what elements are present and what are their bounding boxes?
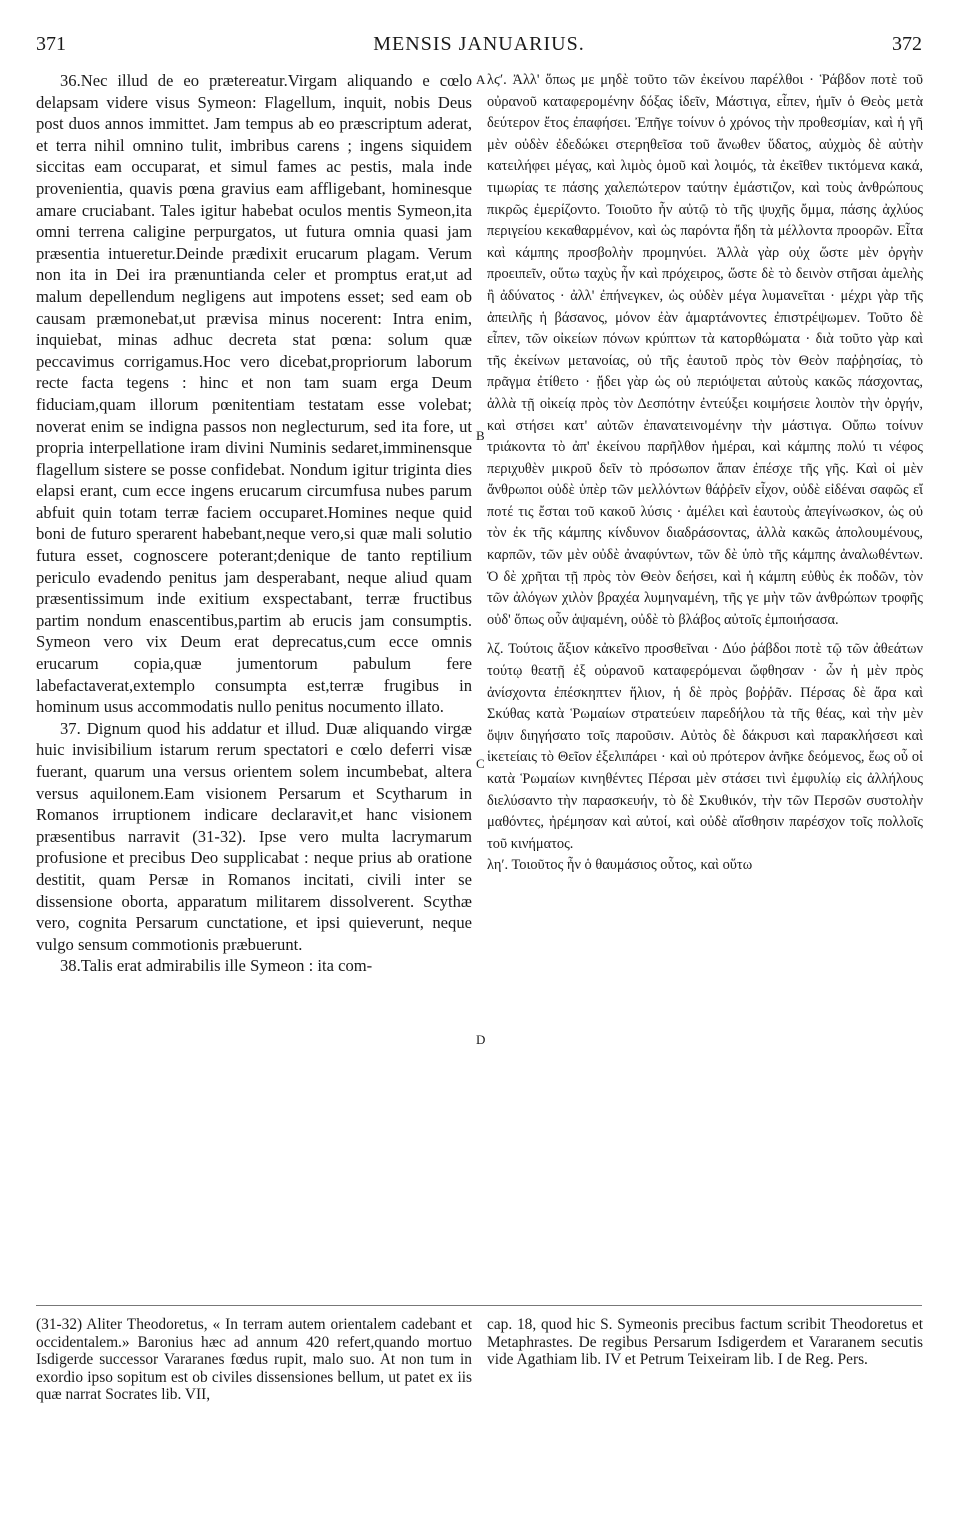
page-number-left: 371 — [36, 33, 66, 55]
greek-paragraph-36: λϛʹ. Ἀλλ' ὅπως με μηδὲ τοῦτο τῶν ἐκείνου παρέλθοι · Ῥάβδον ποτὲ τοῦ οὐρανοῦ καταφερομένην δόξας ἰδεῖν, Μάστιγα, εἶπεν, ἡμῖν ὁ Θεὸς μετὰ δεύτερον ἔτος ἐπαφήσει. Ἐπῆγε τοίνυν ὁ χρόνος τὴν προθεσμίαν, καὶ ἡ γῆ μὲν οὐδὲν ἐδεδώκει στερηθεῖσα τοῦ ἄνωθεν ὕδατος, αὐχμὸς δὲ αὐτὴν κατειλήφει μέγας, καὶ λιμὸς ὁμοῦ καὶ λοιμός, τὰ ἐκεῖθεν τικτόμενα κακά, τιμωρίας τε πάσης χαλεπώτερον ταύτην ἐμάστιζον, καὶ τοὺς ἀνθρώπους πικρῶς ἐμερίζοντο. Τοιοῦτο ἦν αὐτῷ τὸ τῆς ψυχῆς ὄμμα, πάσης ἀχλύος περιγείου κεκαθαρμένον, καὶ ὡς παρόντα ἤδη τὰ μέλλοντα προορῶν. Εἶτα καὶ κάμπης προσβολὴν προμηνύει. Ἀλλὰ γὰρ οὐχ ὥστε μὲν ὀργὴν προειπεῖν, οὕτω ταχὺς ἦν καὶ πρόχειρος, ὥστε δὲ τὸ δεινὸν στῆσαι ἀμελὴς ἢ ἀδύνατος · ἀλλ' ἐπήνεγκεν, ὡς οὐδὲν μέγα λυμανεῖται · μέχρι γὰρ τῆς ἀπειλῆς ἡ βάσανος, μόνον ἐὰν ἁμαρτάνοντες ἐπιστρέψωμεν. Τοῦτο δὲ εἶπεν, τῶν οἰκείων πόνων κρύπτων τὰ κατορθώματα · διὰ τοῦτο γὰρ καὶ τῆς ἐκείνων μετανοίας, οὐ τῆς ἑαυτοῦ πρὸς τὸν Θεὸν παῤῥησίας, τὸ πρᾶγμα ἐτίθετο · ᾔδει γὰρ ὡς οὐ περιόψεται αὐτοὺς κακῶς πάσχοντας, ἀλλὰ τῇ οἰκείᾳ πρὸς τὸν Δεσπότην ἐντεύξει κοιμήσειε λοιπὸν τὴν ὀργήν, καὶ στήσει κατ' αὐτῶν ἐπανατεινομένην τὴν μάστιγα. Οὔπω τοίνυν τριάκοντα τὸ ἀπ' ἐκείνου παρῆλθον ἡμέραι, καὶ κάμπης πολύ τι νέφος περιχυθὲν μικροῦ δεῖν τὸ πρόσωπον ἅπαν ἐπέσχε τῆς γῆς. Καὶ οἱ μὲν ἄνθρωποι οὐδὲ ὑπὲρ τῶν μελλόντων θάῤῥεῖν εἶχον, οὐδὲ εἰδέναι σαφῶς εἴ ποτέ τις ἔσται τοῦ κακοῦ λύσις · ἀμέλει καὶ ἑαυτοὺς ἀπεγίνωσκον, ὡς οὐ τὸν ἐκ τῆς κάμπης κίνδυνον διαδράσοντας, ἀλλὰ κακῶς ἀπολουμένους, καρπῶν, τῶν μὲν οὐδὲ ἀναφύντων, τῶν δὲ ὑπὸ τῆς κάμπης ἀναλωθέντων. Ὁ δὲ χρῆται τῇ πρὸς τὸν Θεὸν δεήσει, καὶ ἡ κάμπη εὐθὺς ἐκ ποδῶν, τὸν τῶν ἀλόγων χιλὸν βραχέα λυμηναμένη, τῆς γε μὴν τῶν ἀνθρώπων τροφῆς οὐδ' ὅπως οὖν ἁψαμένη, οὐδὲ τὸ βλάβος αὐτοῖς ἐμποιήσασα. — [487, 72, 923, 628]
greek-column — [487, 70, 923, 877]
running-title: MENSIS JANUARIUS. — [373, 33, 585, 55]
footnote-divider — [36, 1305, 922, 1306]
margin-letter-c: C — [476, 756, 485, 771]
margin-letter-d: D — [476, 1032, 486, 1047]
footnote-text-left: (31-32) Aliter Theodoretus, « In terram autem orientalem cadebant et occidentalem.» Baronius hæc ad annum 420 refert,quando mortuo Isdigerde successor Vararanes fœdus rupit, malo suo. At non tum in exordio ipso sopitum est ob civiles dissensiones bellum, ut patet ex iis quæ narrat Socrates lib. VII, — [36, 1316, 472, 1404]
page-number-right: 372 — [892, 33, 922, 55]
margin-letter-b: B — [476, 428, 485, 443]
greek-paragraph-38: ληʹ. Τοιοῦτος ἦν ὁ θαυμάσιος οὗτος, καὶ οὕτω — [487, 857, 753, 874]
latin-paragraph-37: 37. Dignum quod his addatur et illud. Duæ aliquando virgæ huic invisibilium istarum rerum spectatori e cœlo deferri visæ fuerant, quarum una versus orientem solem incumbebat, altera versus aquilonem.Eam visionem Persarum et Scytharum in Romanos irruptionem indicare declaravit,et hanc visionem præsentibus narravit (31-32). Ipse vero multa lacrymarum profusione et precibus Deo supplicabat : neque prius ab oratione destitit, quam Persæ in Romanos incitati, civili inter se dissensione oborta, apparatum militarem dissolverent. Scythæ vero, cognita Persarum cunctatione, et ipsi quieverunt, neque vulgo sensum commotionis præbuerunt. — [36, 718, 472, 954]
greek-paragraph-37: λζ. Τούτοις ἄξιον κἀκεῖνο προσθεῖναι · Δύο ῥάβδοι ποτὲ τῷ τῶν ἀθεάτων τούτῳ θεατῇ ἐξ οὐρανοῦ καταφερόμεναι ὤφθησαν · ὧν ἡ μὲν πρὸς ἀνίσχοντα ἐπέσκηπτεν ἥλιον, ἡ δὲ πρὸς βοῤῥᾶν. Πέρσας δὲ ἄρα καὶ Σκύθας κατὰ Ῥωμαίων στρατεύειν παρεδήλου τὰ τῆς θέας, καὶ τὴν μὲν ὄψιν διηγήσατο τοῖς παροῦσιν. Αὐτὸς δὲ δάκρυσι καὶ παρακλήσεσι καὶ ἱκετείαις τὸ Θεῖον ἐξελιπάρει · καὶ οὐ πρότερον ἀνῆκε δεόμενος, ἕως οὗ οἱ κατὰ Ῥωμαίων κινηθέντες Πέρσαι μὲν στάσει τινὶ ἐμφυλίῳ εἰς ἀλλήλους διελύσαντο τὴν παρασκευήν, τὸ δὲ Σκυθικόν, τὴν τῶν Περσῶν συστολὴν μαθόντες, ἠρέμησαν καὶ αὐτοί, καὶ οὐδὲ αἴσθησιν παρέσχον τοῖς πολλοῖς τοῦ κινήματος. — [487, 641, 923, 852]
footnote-right — [487, 1316, 923, 1369]
latin-column — [36, 70, 472, 977]
margin-letter-a: A — [476, 72, 486, 87]
page-header — [0, 33, 958, 57]
footnote-left — [36, 1316, 472, 1404]
latin-paragraph-38: 38.Talis erat admirabilis ille Symeon : ita com- — [60, 956, 373, 976]
latin-paragraph-36: 36.Nec illud de eo prætereatur.Virgam aliquando e cœlo delapsam videre visus Symeon: Flagellum, inquit, nobis Deus post duos annos immittet. Jam tempus ab eo præscriptum aderat, et terra nihil omnino tulit, imbribus carens ; ingens siquidem siccitas eam occuparat, et simul fames ac pestis, mala inde provenientia, quavis pœna gravius eam affligebant, hominesque amare cruciabant. Tales igitur habebat oculos mentis Symeon,ita omni terrena caligine perpurgatos, ut futura omnia quasi jam præsentia intueretur.Deinde prædixit erucarum plagam. Verum non ita in Dei ira prænuntianda celer et promptus erat,ut ad malum depellendum negligens aut impotens esset; sed eam ob causam præmonebat,ut prævisa minus nocerent: Intra enim, inquiebat, minas adhuc decreta stat pœna: solum quæ peccavimus corrigamus.Hoc vero dicebat,propriorum laborum recte facta tegens : hinc et non tam suam erga Deum fiduciam,quam illorum pœnitentiam testatam esse volebat; noverat enim se indigna passos non neglecturum, sed ita fore, ut propria interpellatione iram divini Numinis sedaret,imminensque flagellum sistere se posse confidebat. Nondum igitur triginta dies elapsi erant, cum ecce ingens erucarum circumfusa nubes parum abfuit quin totam terræ faciem occuparet.Homines neque quid boni de futuro sperarent habebant,neque vero,si quæ mali solutio futura esset, cognoscere poterant;denique de tanto reptilium periculo evadendo penitus jam desperabant, neque aliud quam præsentissimum inde exitium exspectabant, terræ fructibus partim nondum enascentibus,partim ab erucis jam consumptis. Symeon vero vix Deum erat deprecatus,cum ecce omnis erucarum copia,quæ jumentorum pabulum fere labefactaverat,extemplo consumpta est,terræ frugibus in hominum usus accommodatis nullo penitus nocumento illato. — [36, 71, 472, 717]
footnote-text-right: cap. 18, quod hic S. Symeonis precibus factum scribit Theodoretus et Metaphrastes. De regibus Persarum Isdigerdem et Vararanem secutis vide Agathiam lib. IV et Petrum Teixeiram lib. I de Reg. Pers. — [487, 1316, 923, 1369]
